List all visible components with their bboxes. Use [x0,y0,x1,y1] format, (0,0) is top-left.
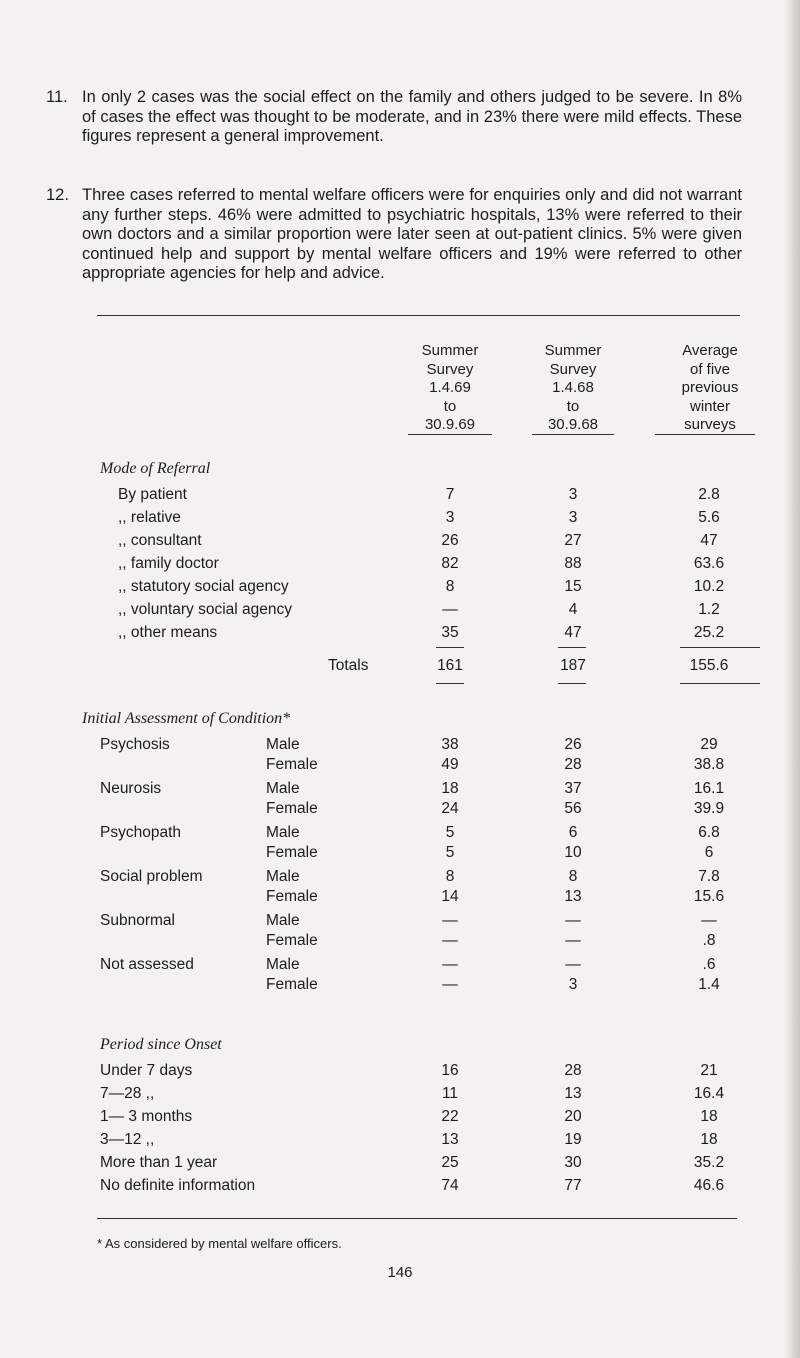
cell-1968: 28 [564,1062,582,1079]
cell-1969: 18 [441,780,459,797]
cell-1968: 20 [564,1108,582,1125]
table-row [0,756,800,776]
header-line: 30.9.68 [547,416,599,433]
cell-1968: 28 [564,756,582,773]
paragraph-text: Three cases referred to mental welfare officers were for enquiries only and did not warrant any further steps. 46% were admitted to psychiatric hospitals, 13% were referred to their own doctors and a similar proportion were later seen at out-patient clinics. 5% were given continued help and support by mental welfare officers and 19% were referred to other appropriate agencies for help and advice. [82,186,742,282]
sex-label: Female [266,756,318,773]
cell-1968: 56 [564,800,582,817]
row-label: ,, other means [118,624,218,641]
cell-average: 46.6 [693,1177,725,1194]
cell-1968: 30 [564,1154,582,1171]
cell-1969: — [442,601,458,618]
cell-1969: 14 [441,888,459,905]
cell-1969: 35 [441,624,459,641]
cell-1968: — [565,956,581,973]
row-label: More than 1 year [100,1154,218,1171]
table-row [0,1154,800,1174]
column-header-1969 [390,342,510,435]
cell-1969: 74 [441,1177,459,1194]
cell-average: 18 [700,1108,718,1125]
cell-1969: 82 [441,555,459,572]
table-row [0,578,800,598]
cell-1968: 26 [564,736,582,753]
table-bottom-rule [97,1218,737,1219]
total-rule-2 [558,683,586,684]
total-rule-3 [680,683,760,684]
table-row [0,624,800,644]
cell-1968: 88 [564,555,582,572]
sex-label: Male [266,868,300,885]
row-label: 1— 3 months [100,1108,193,1125]
paragraph-number: 12. [46,186,69,204]
cell-1969: — [442,932,458,949]
row-label: ,, voluntary social agency [118,601,293,618]
paragraph-text: In only 2 cases was the social effect on the family and others judged to be severe. In 8% of cases the effect was thought to be moderate, and in 23% there were mild effects. These figures represent a general improvement. [82,88,742,145]
sex-label: Male [266,912,300,929]
table-row [0,844,800,864]
table-row [0,976,800,996]
section-title-mode-of-referral: Mode of Referral [100,460,211,477]
header-underline-1 [408,434,492,435]
cell-average: 10.2 [693,578,725,595]
cell-1968: 13 [564,888,582,905]
row-label: 7—28 ,, [100,1085,155,1102]
table-row [0,1177,800,1197]
table-row [0,1085,800,1105]
total-average: 155.6 [689,657,729,674]
cell-1968: — [565,932,581,949]
cell-1968: — [565,912,581,929]
table-row [0,555,800,575]
cell-average: 16.4 [693,1085,725,1102]
table-row [0,736,800,756]
row-label: No definite information [100,1177,256,1194]
cell-1969: 38 [441,736,459,753]
cell-1968: 3 [568,509,578,526]
cell-1969: 11 [441,1085,459,1102]
condition-label: Subnormal [100,912,175,929]
cell-1968: 19 [564,1131,582,1148]
header-line: to [443,397,457,415]
cell-1969: 8 [445,868,455,885]
cell-1969: 3 [445,509,455,526]
header-line: Average [682,342,738,359]
table-row [0,486,800,506]
header-underline-2 [532,434,614,435]
cell-average: 16.1 [693,780,725,797]
condition-label: Neurosis [100,780,162,797]
sex-label: Female [266,844,318,861]
cell-1968: 3 [568,976,578,993]
header-line: Survey [426,360,474,378]
cell-1969: 8 [445,578,455,595]
sex-label: Female [266,932,318,949]
header-line: 1.4.68 [552,379,594,396]
row-label: By patient [118,486,187,503]
cell-1969: 16 [441,1062,459,1079]
cell-1969: 49 [441,756,459,773]
sex-label: Male [266,956,300,973]
header-line: surveys [684,416,736,433]
cell-1969: — [442,976,458,993]
cell-average: 15.6 [693,888,725,905]
cell-average: 6 [704,844,714,861]
cell-1969: — [442,912,458,929]
table-row [0,956,800,976]
totals-label: Totals [328,657,369,674]
cell-average: 5.6 [698,509,720,526]
table-row [0,824,800,844]
row-label: ,, consultant [118,532,202,549]
cell-average: 47 [700,532,718,549]
cell-1968: 77 [564,1177,582,1194]
cell-1968: 3 [568,486,578,503]
condition-label: Social problem [100,868,203,885]
cell-1969: 5 [445,824,455,841]
header-line: Summer [544,342,602,359]
header-line: winter [689,397,730,415]
table-row [0,868,800,888]
total-1969: 161 [437,657,463,674]
header-line: Summer [421,342,479,359]
table-row [0,780,800,800]
cell-1968: 27 [564,532,582,549]
cell-average: 18 [700,1131,718,1148]
header-line: Survey [549,360,597,378]
header-line: of five [689,360,731,378]
row-label: ,, family doctor [118,555,219,572]
cell-1969: 5 [445,844,455,861]
cell-average: 21 [700,1062,718,1079]
table-row [0,532,800,552]
row-label: ,, relative [118,509,181,526]
table-row [0,800,800,820]
cell-average: 35.2 [693,1154,725,1171]
cell-average: — [701,912,717,929]
sex-label: Male [266,780,300,797]
table-top-rule [97,315,740,316]
cell-1968: 4 [568,601,578,618]
row-label: ,, statutory social agency [118,578,289,595]
cell-1968: 8 [568,868,578,885]
cell-average: 2.8 [698,486,720,503]
cell-average: .6 [702,956,716,973]
header-line: 30.9.69 [424,416,476,433]
header-line: previous [681,379,739,396]
cell-average: .8 [702,932,716,949]
subtotal-rule-2 [558,647,586,648]
cell-1969: 13 [441,1131,459,1148]
cell-average: 7.8 [698,868,720,885]
cell-1969: 7 [445,486,455,503]
column-header-average [650,342,770,435]
cell-1968: 6 [568,824,578,841]
sex-label: Male [266,736,300,753]
cell-average: 29 [700,736,718,753]
sex-label: Female [266,976,318,993]
section-title-initial-assessment: Initial Assessment of Condition* [82,710,291,727]
cell-1969: 24 [441,800,459,817]
cell-1969: 25 [441,1154,459,1171]
cell-average: 38.8 [693,756,725,773]
cell-average: 63.6 [693,555,725,572]
cell-1968: 15 [564,578,582,595]
paragraph-12 [46,186,742,284]
subtotal-rule-1 [436,647,464,648]
footnote: * As considered by mental welfare officers. [97,1236,342,1251]
page-number: 146 [387,1264,413,1281]
row-label: 3—12 ,, [100,1131,155,1148]
total-1968: 187 [560,657,586,674]
cell-average: 1.4 [698,976,720,993]
cell-average: 25.2 [693,624,725,641]
totals-row [0,657,800,677]
table-row [0,932,800,952]
cell-average: 6.8 [698,824,720,841]
paragraph-11 [46,88,742,147]
sex-label: Male [266,824,300,841]
cell-1968: 47 [564,624,582,641]
cell-1968: 10 [564,844,582,861]
table-row [0,912,800,932]
cell-average: 39.9 [693,800,725,817]
header-line: to [566,397,580,415]
condition-label: Psychopath [100,824,181,841]
header-line: 1.4.69 [429,379,471,396]
column-header-1968 [513,342,633,435]
table-row [0,601,800,621]
table-row [0,1108,800,1128]
header-underline-3 [655,434,755,435]
cell-1969: 22 [441,1108,459,1125]
table-row [0,1062,800,1082]
cell-1968: 37 [564,780,582,797]
condition-label: Not assessed [100,956,194,973]
cell-1969: 26 [441,532,459,549]
cell-average: 1.2 [698,601,720,618]
table-row [0,509,800,529]
section-title-period-since-onset: Period since Onset [100,1036,222,1053]
sex-label: Female [266,888,318,905]
subtotal-rule-3 [680,647,760,648]
row-label: Under 7 days [100,1062,193,1079]
total-rule-1 [436,683,464,684]
cell-1969: — [442,956,458,973]
table-row [0,888,800,908]
table-row [0,1131,800,1151]
paragraph-number: 11. [46,88,68,106]
condition-label: Psychosis [100,736,170,753]
sex-label: Female [266,800,318,817]
cell-1968: 13 [564,1085,582,1102]
